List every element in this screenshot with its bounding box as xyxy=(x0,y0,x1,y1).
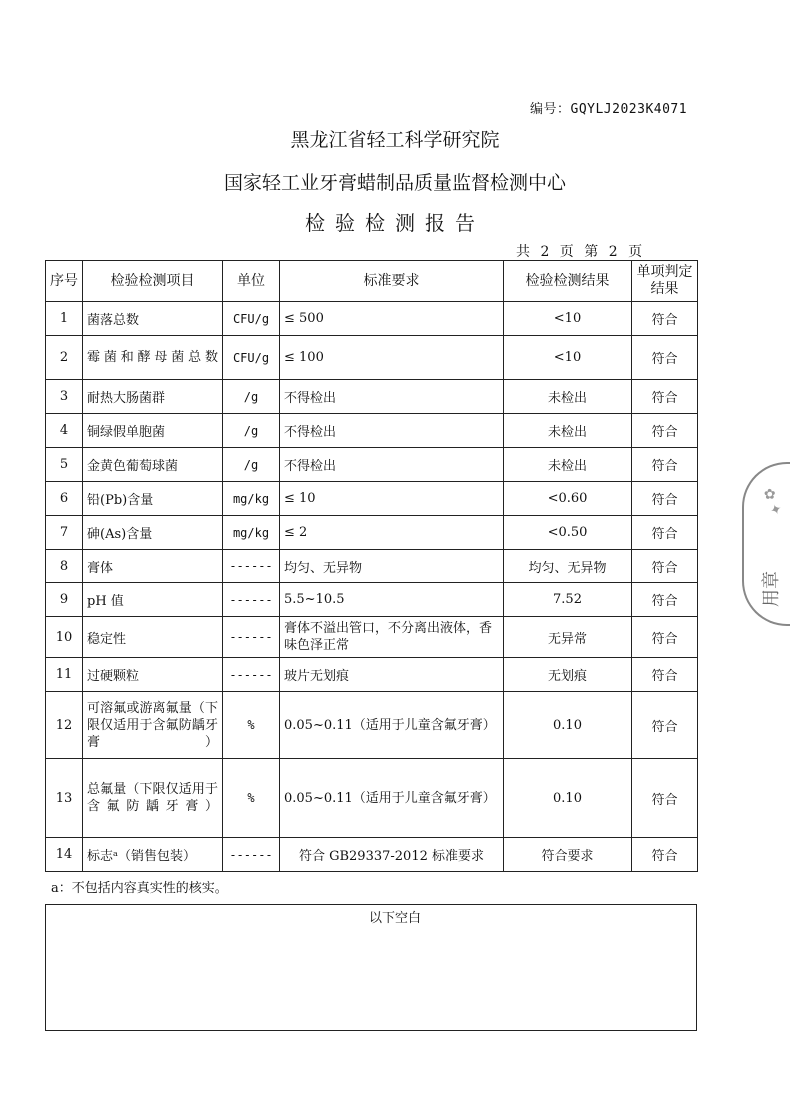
row-unit: ------ xyxy=(223,838,280,872)
row-item: 总氟量（下限仅适用于含氟防龋牙膏） xyxy=(83,759,223,838)
row-result: 符合要求 xyxy=(504,838,632,872)
row-unit: mg/kg xyxy=(223,516,280,550)
row-seq: 4 xyxy=(46,414,83,448)
blank-note: 以下空白 xyxy=(368,911,421,926)
row-unit: ------ xyxy=(223,617,280,658)
header-item: 检验检测项目 xyxy=(83,261,223,302)
row-verdict: 符合 xyxy=(632,448,698,482)
row-item: 菌落总数 xyxy=(83,302,223,336)
row-unit: mg/kg xyxy=(223,482,280,516)
row-standard: 膏体不溢出管口，不分离出液体，香味色泽正常 xyxy=(280,617,504,658)
table-header-row xyxy=(46,261,698,302)
row-seq: 13 xyxy=(46,759,83,838)
row-item: 耐热大肠菌群 xyxy=(83,380,223,414)
row-unit: /g xyxy=(223,414,280,448)
row-seq: 7 xyxy=(46,516,83,550)
row-unit: CFU/g xyxy=(223,302,280,336)
row-verdict: 符合 xyxy=(632,583,698,617)
row-unit: ------ xyxy=(223,583,280,617)
row-seq: 10 xyxy=(46,617,83,658)
row-standard: 不得检出 xyxy=(280,414,504,448)
table-row xyxy=(46,759,698,838)
row-standard: ≤ 100 xyxy=(280,336,504,380)
row-result: 7.52 xyxy=(504,583,632,617)
center-name: 国家轻工业牙膏蜡制品质量监督检测中心 xyxy=(223,172,566,194)
table-row xyxy=(46,482,698,516)
row-verdict: 符合 xyxy=(632,550,698,583)
row-seq: 5 xyxy=(46,448,83,482)
row-standard: 不得检出 xyxy=(280,448,504,482)
row-verdict: 符合 xyxy=(632,516,698,550)
official-seal xyxy=(742,462,790,626)
row-seq: 9 xyxy=(46,583,83,617)
row-result: 均匀、无异物 xyxy=(504,550,632,583)
row-unit: % xyxy=(223,692,280,759)
row-item: 可溶氟或游离氟量（下限仅适用于含氟防龋牙膏） xyxy=(83,692,223,759)
row-verdict: 符合 xyxy=(632,380,698,414)
row-seq: 3 xyxy=(46,380,83,414)
table-row xyxy=(46,380,698,414)
row-result: <0.50 xyxy=(504,516,632,550)
seal-mark-icon: ✿ ✦ xyxy=(759,486,785,518)
header-result: 检验检测结果 xyxy=(504,261,632,302)
header-unit: 单位 xyxy=(223,261,280,302)
header-seq: 序号 xyxy=(46,261,83,302)
row-item: pH 值 xyxy=(83,583,223,617)
row-standard: ≤ 500 xyxy=(280,302,504,336)
row-result: 未检出 xyxy=(504,414,632,448)
row-item: 砷(As)含量 xyxy=(83,516,223,550)
header-verdict: 单项判定结果 xyxy=(632,261,698,302)
table-row xyxy=(46,336,698,380)
row-seq: 11 xyxy=(46,658,83,692)
row-standard: 不得检出 xyxy=(280,380,504,414)
row-item: 霉菌和酵母菌总数 xyxy=(83,336,223,380)
table-row xyxy=(46,448,698,482)
row-seq: 6 xyxy=(46,482,83,516)
row-item: 稳定性 xyxy=(83,617,223,658)
row-result: 0.10 xyxy=(504,692,632,759)
row-verdict: 符合 xyxy=(632,759,698,838)
table-row xyxy=(46,838,698,872)
row-result: <0.60 xyxy=(504,482,632,516)
row-result: 无异常 xyxy=(504,617,632,658)
row-item: 铅(Pb)含量 xyxy=(83,482,223,516)
row-standard: 玻片无划痕 xyxy=(280,658,504,692)
row-result: <10 xyxy=(504,336,632,380)
row-standard: 均匀、无异物 xyxy=(280,550,504,583)
row-result: 无划痕 xyxy=(504,658,632,692)
table-row xyxy=(46,617,698,658)
row-result: 未检出 xyxy=(504,448,632,482)
row-seq: 14 xyxy=(46,838,83,872)
header-standard: 标准要求 xyxy=(280,261,504,302)
row-standard: ≤ 2 xyxy=(280,516,504,550)
table-row xyxy=(46,414,698,448)
row-verdict: 符合 xyxy=(632,336,698,380)
row-verdict: 符合 xyxy=(632,838,698,872)
row-unit: CFU/g xyxy=(223,336,280,380)
row-unit: ------ xyxy=(223,550,280,583)
row-seq: 1 xyxy=(46,302,83,336)
row-standard: ≤ 10 xyxy=(280,482,504,516)
table-row xyxy=(46,583,698,617)
row-verdict: 符合 xyxy=(632,414,698,448)
row-item: 标志ᵃ（销售包装） xyxy=(83,838,223,872)
table-row xyxy=(46,658,698,692)
seal-text: 用章 xyxy=(761,571,782,607)
row-result: 0.10 xyxy=(504,759,632,838)
row-item: 过硬颗粒 xyxy=(83,658,223,692)
row-seq: 12 xyxy=(46,692,83,759)
footnote: a：不包括内容真实性的核实。 xyxy=(51,881,228,896)
row-verdict: 符合 xyxy=(632,617,698,658)
row-item: 膏体 xyxy=(83,550,223,583)
row-standard: 0.05~0.11（适用于儿童含氟牙膏） xyxy=(280,692,504,759)
page-info: 共 2 页 第 2 页 xyxy=(516,244,643,260)
row-seq: 2 xyxy=(46,336,83,380)
row-verdict: 符合 xyxy=(632,658,698,692)
row-unit: /g xyxy=(223,380,280,414)
row-standard: 符合 GB29337-2012 标准要求 xyxy=(280,838,504,872)
row-unit: /g xyxy=(223,448,280,482)
report-title: 检验检测报告 xyxy=(305,211,485,235)
row-verdict: 符合 xyxy=(632,302,698,336)
document-number: 编号：GQYLJ2023K4071 xyxy=(530,102,688,117)
table-row xyxy=(46,692,698,759)
row-standard: 5.5~10.5 xyxy=(280,583,504,617)
row-verdict: 符合 xyxy=(632,692,698,759)
row-result: <10 xyxy=(504,302,632,336)
row-standard: 0.05~0.11（适用于儿童含氟牙膏） xyxy=(280,759,504,838)
results-table xyxy=(45,260,698,872)
organization-name: 黑龙江省轻工科学研究院 xyxy=(290,129,500,151)
row-result: 未检出 xyxy=(504,380,632,414)
table-row xyxy=(46,302,698,336)
row-unit: ------ xyxy=(223,658,280,692)
table-row xyxy=(46,516,698,550)
row-seq: 8 xyxy=(46,550,83,583)
row-verdict: 符合 xyxy=(632,482,698,516)
row-item: 金黄色葡萄球菌 xyxy=(83,448,223,482)
row-unit: % xyxy=(223,759,280,838)
table-row xyxy=(46,550,698,583)
row-item: 铜绿假单胞菌 xyxy=(83,414,223,448)
